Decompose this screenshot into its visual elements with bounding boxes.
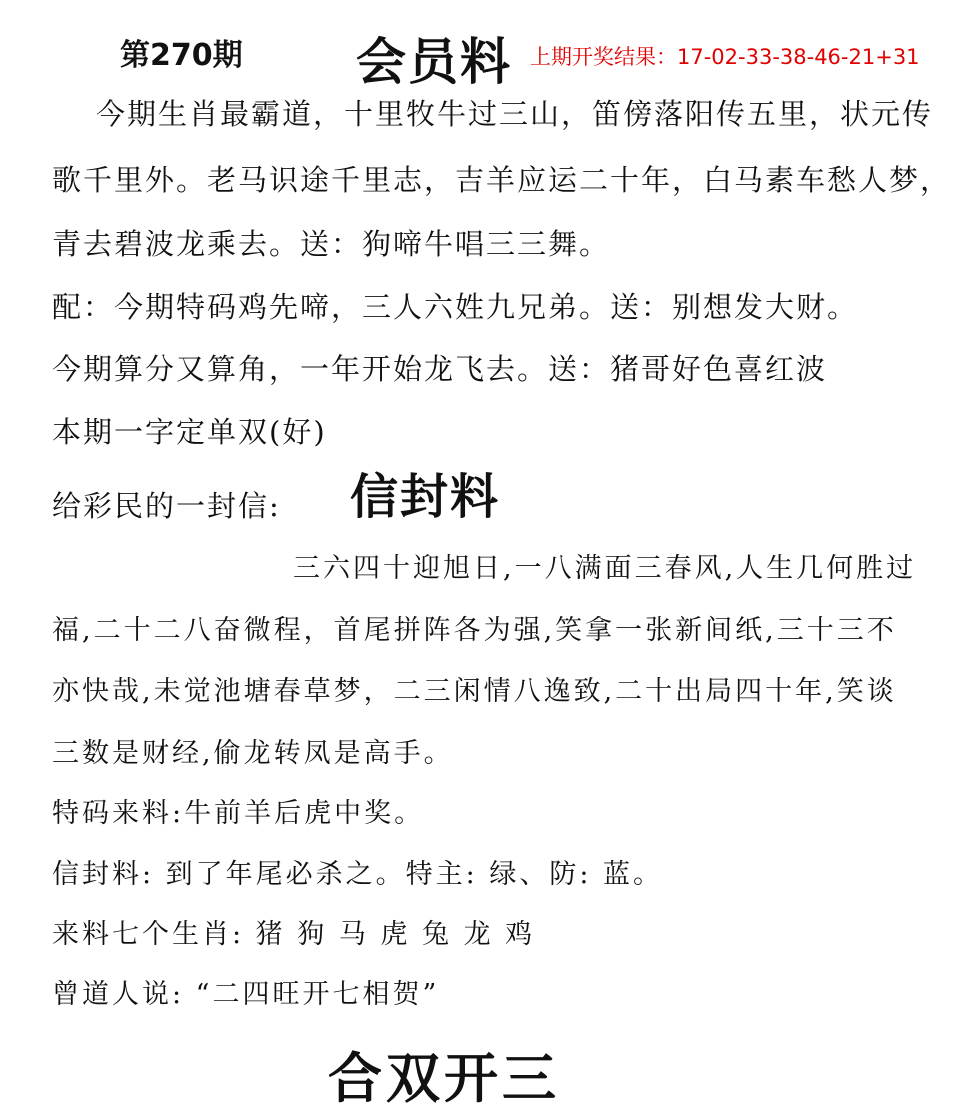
pei-line: 配：今期特码鸡先啼，三人六姓九兄弟。送：别想发大财。	[52, 290, 859, 324]
suan-line: 今期算分又算角，一年开始龙飞去。送：猪哥好色喜红波	[52, 352, 828, 386]
tema-line: 特码来料:牛前羊后虎中奖。	[52, 798, 425, 829]
zeng-line: 曾道人说: “二四旺开七相贺”	[52, 979, 440, 1010]
poem-line-2: 歌千里外。老马识途千里志，吉羊应运二十年，白马素车愁人梦，	[52, 163, 952, 197]
page-title: 会员料	[356, 32, 512, 91]
issue-number: 第270期	[120, 38, 243, 73]
letter-title: 信封料	[350, 469, 501, 525]
letter-line-2: 福,二十二八奋微程，首尾拼阵各为强,笑拿一张新间纸,三十三不	[52, 615, 897, 646]
letter-line-3: 亦快哉,未觉池塘春草梦，二三闲情八逸致,二十出局四十年,笑谈	[52, 676, 897, 707]
single-double-line: 本期一字定单双(好)	[52, 415, 327, 449]
last-draw-result: 上期开奖结果：17-02-33-38-46-21+31	[530, 45, 920, 69]
xinfeng-line: 信封料: 到了年尾必杀之。特主: 绿、防: 蓝。	[52, 859, 664, 890]
seven-zodiac-line: 来料七个生肖: 猪 狗 马 虎 兔 龙 鸡	[52, 919, 536, 950]
letter-line-1: 三六四十迎旭日,一八满面三春风,人生几何胜过	[293, 553, 917, 584]
poem-line-1: 今期生肖最霸道，十里牧牛过三山，笛傍落阳传五里，状元传	[96, 97, 934, 131]
letter-line-4: 三数是财经,偷龙转凤是高手。	[52, 738, 454, 769]
letter-intro: 给彩民的一封信:	[52, 489, 281, 523]
poem-line-3: 青去碧波龙乘去。送：狗啼牛唱三三舞。	[52, 227, 611, 261]
footer-slogan: 合双开三	[328, 1046, 560, 1110]
